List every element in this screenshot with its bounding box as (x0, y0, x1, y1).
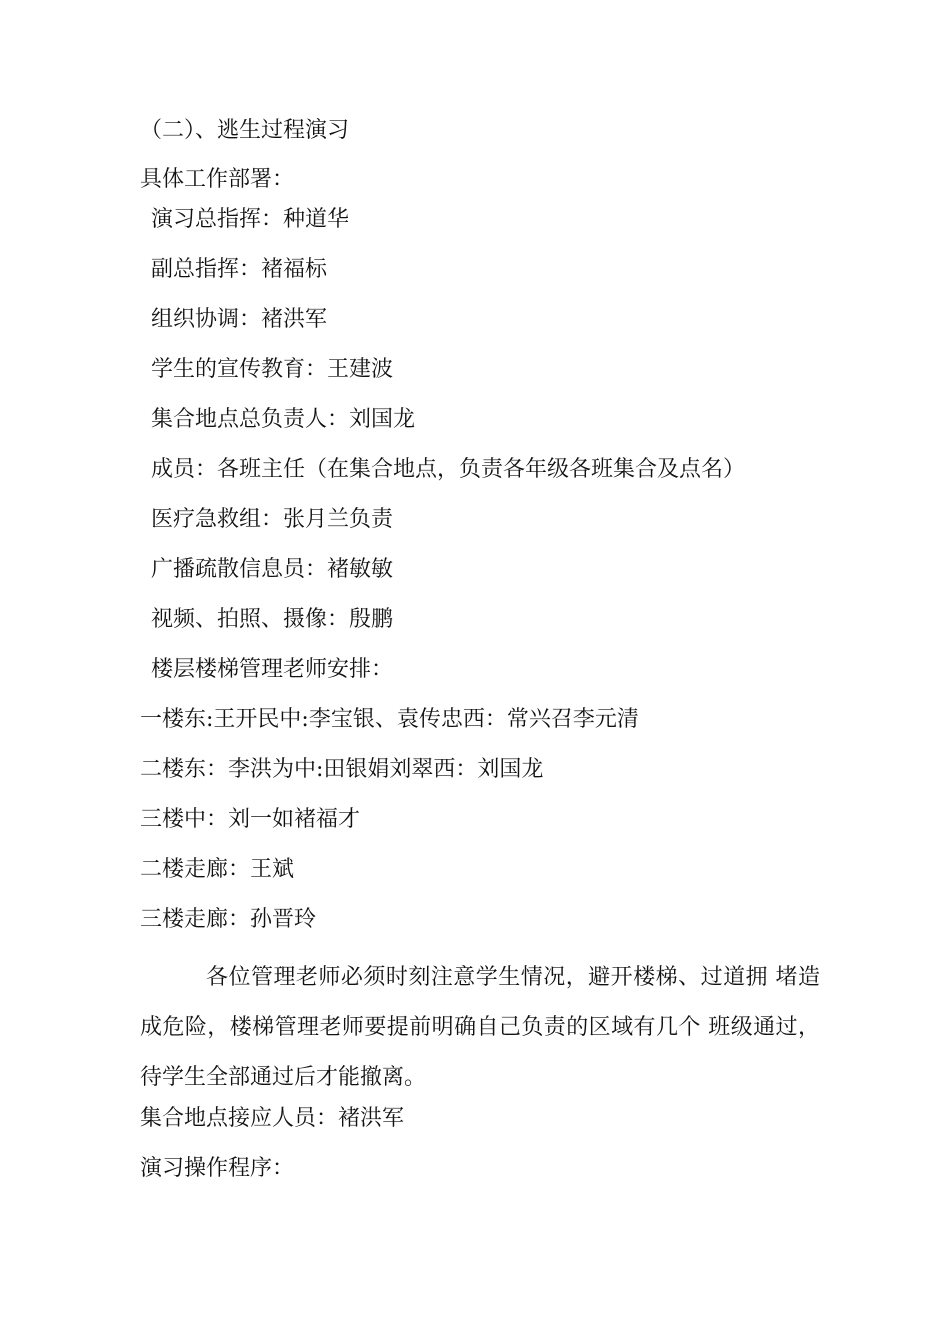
floor-line-2: 二楼东：李洪为中:田银娟刘翠西：刘国龙 (140, 757, 544, 782)
role-line-stair-arrangement: 楼层楼梯管理老师安排： (151, 657, 394, 682)
floor-line-1: 一楼东:王开民中:李宝银、袁传忠西：常兴召李元清 (140, 707, 639, 732)
floor-line-5: 三楼走廊：孙晋玲 (140, 907, 317, 932)
role-line-assembly-lead: 集合地点总负责人：刘国龙 (151, 407, 416, 432)
floor-line-4: 二楼走廊：王斌 (140, 857, 295, 882)
deployment-heading: 具体工作部署： (140, 167, 295, 192)
role-line-medical: 医疗急救组：张月兰负责 (151, 507, 394, 532)
role-line-commander: 演习总指挥：种道华 (151, 207, 350, 232)
role-line-members: 成员：各班主任（在集合地点，负责各年级各班集合及点名） (151, 457, 746, 482)
role-line-broadcast: 广播疏散信息员：褚敏敏 (151, 557, 394, 582)
role-line-education: 学生的宣传教育：王建波 (151, 357, 394, 382)
role-line-media: 视频、拍照、摄像：殷鹏 (151, 607, 394, 632)
floor-line-3: 三楼中：刘一如褚福才 (140, 807, 361, 832)
section-title: （二）、逃生过程演习 (140, 118, 350, 143)
procedure-heading: 演习操作程序： (140, 1156, 295, 1181)
role-line-coordination: 组织协调：褚洪军 (151, 307, 328, 332)
instruction-paragraph: 各位管理老师必须时刻注意学生情况，避开楼梯、过道拥 堵造成危险，楼梯管理老师要提前明确自己负责的区域有几个 班级通过，待学生全部通过后才能撤离。 (140, 965, 820, 1090)
assembly-receiver-line: 集合地点接应人员：褚洪军 (140, 1106, 405, 1131)
role-line-deputy-commander: 副总指挥：褚福标 (151, 257, 328, 282)
